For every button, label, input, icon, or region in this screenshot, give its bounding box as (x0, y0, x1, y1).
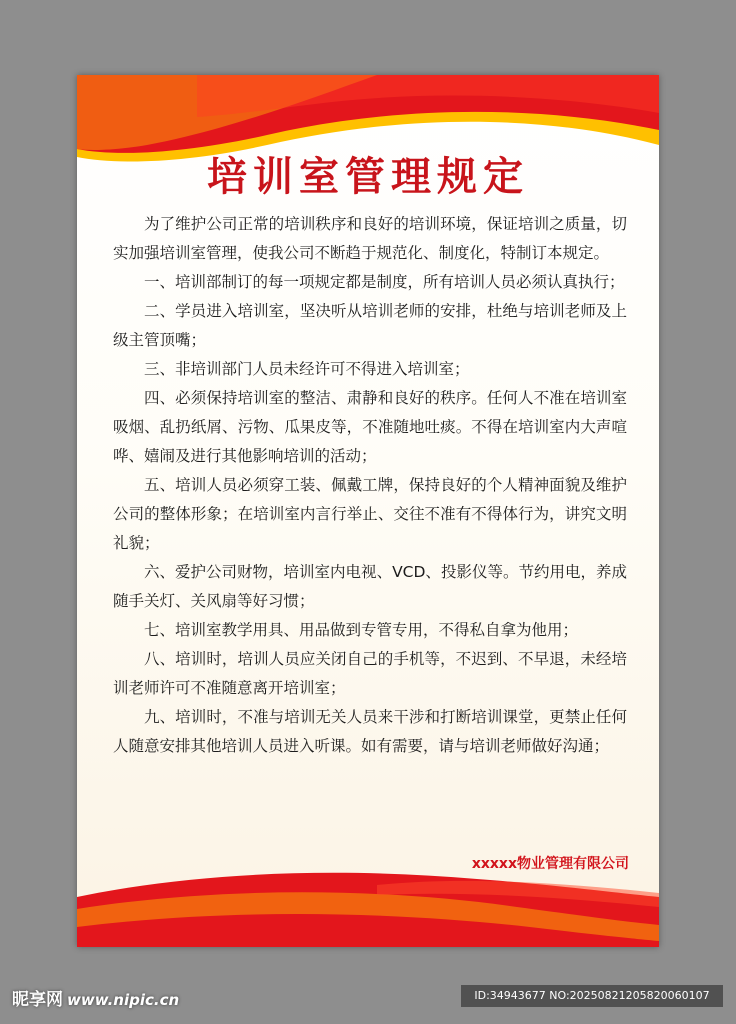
rule-item: 六、爱护公司财物，培训室内电视、VCD、投影仪等。节约用电，养成随手关灯、关风扇等好习惯； (113, 563, 627, 610)
rule-item: 四、必须保持培训室的整洁、肃静和良好的秩序。任何人不准在培训室吸烟、乱扔纸屑、污物、瓜果皮等，不准随地吐痰。不得在培训室内大声喧哗、嬉闹及进行其他影响培训的活动； (113, 389, 627, 465)
rule-item: 一、培训部制订的每一项规定都是制度，所有培训人员必须认真执行； (144, 273, 625, 291)
regulation-body (113, 210, 627, 761)
rule-item: 二、学员进入培训室，坚决听从培训老师的安排，杜绝与培训老师及上级主管顶嘴； (113, 302, 627, 349)
watermark-site: www.nipic.cn (67, 991, 180, 1009)
company-name: xxxxx物业管理有限公司 (471, 856, 629, 872)
rule-item: 八、培训时，培训人员应关闭自己的手机等，不迟到、不早退，未经培训老师许可不准随意离开培训室； (113, 650, 627, 697)
watermark-id: ID:34943677 NO:20250821205820060107 (461, 985, 723, 1007)
poster (77, 75, 659, 947)
rule-item: 九、培训时，不准与培训无关人员来干涉和打断培训课堂，更禁止任何人随意安排其他培训人员进入听课。如有需要，请与培训老师做好沟通； (113, 708, 627, 755)
bottom-wave-decoration (77, 867, 659, 947)
page-title: 培训室管理规定 (207, 153, 529, 200)
watermark-logo (12, 985, 179, 1010)
watermark-logo-text: 昵享网 (12, 990, 63, 1010)
rule-item: 五、培训人员必须穿工装、佩戴工牌，保持良好的个人精神面貌及维护公司的整体形象；在培训室内言行举止、交往不准有不得体行为，讲究文明礼貌； (113, 476, 627, 552)
intro-paragraph: 为了维护公司正常的培训秩序和良好的培训环境，保证培训之质量，切实加强培训室管理，使我公司不断趋于规范化、制度化，特制订本规定。 (113, 215, 627, 262)
rule-item: 七、培训室教学用具、用品做到专管专用，不得私自拿为他用； (144, 621, 579, 639)
rule-item: 三、非培训部门人员未经许可不得进入培训室； (144, 360, 470, 378)
